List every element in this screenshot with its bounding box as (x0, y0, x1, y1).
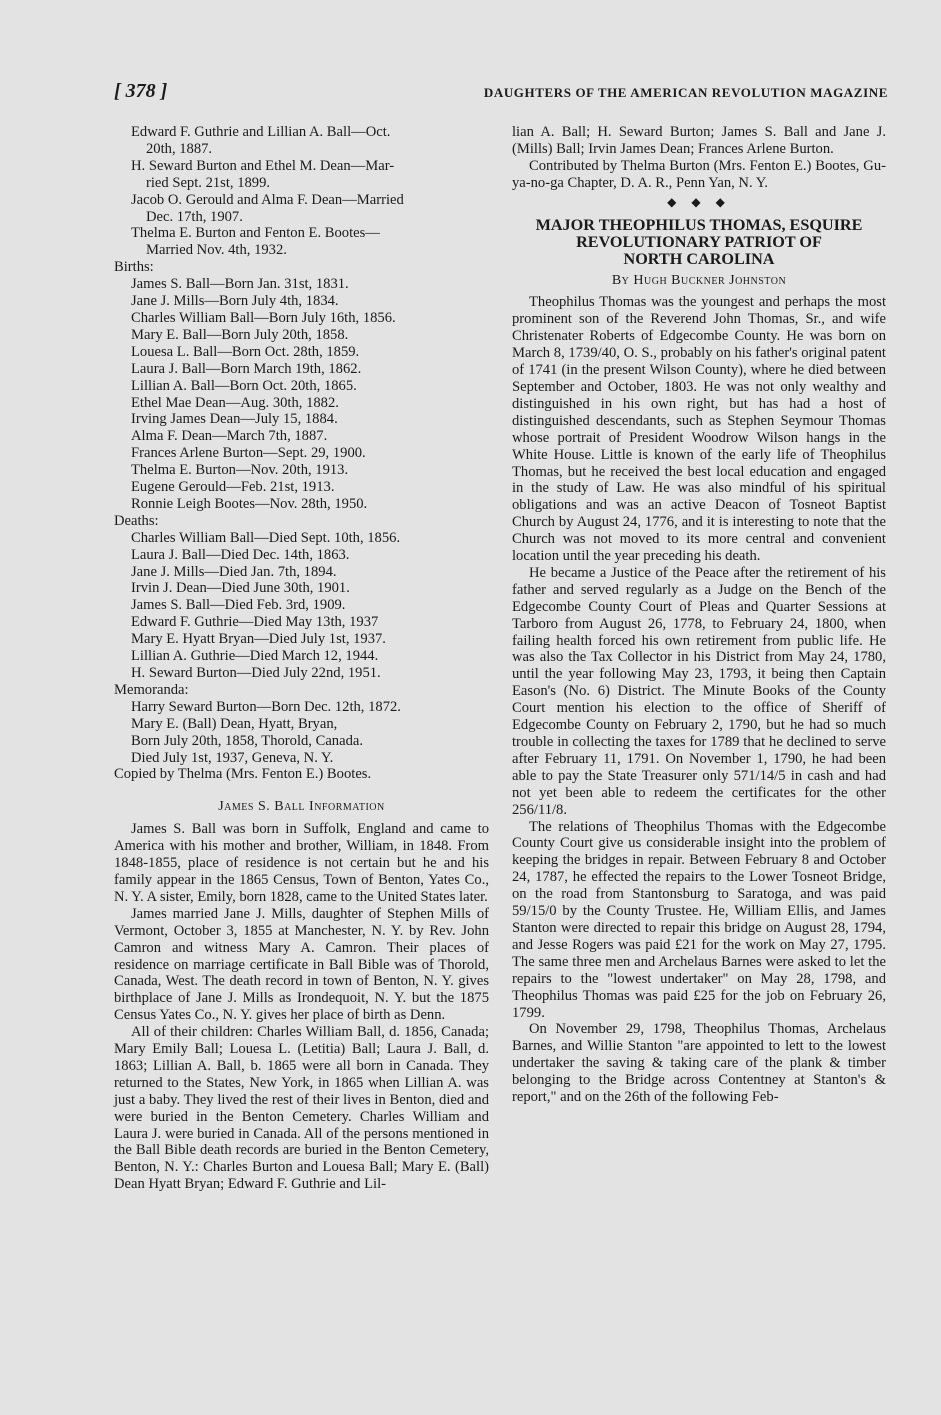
marriage-line: Married Nov. 4th, 1932. (146, 242, 287, 259)
memoranda-label: Memoranda: (114, 681, 189, 698)
article-title-line: REVOLUTIONARY PATRIOT OF (576, 232, 822, 251)
article-title (512, 217, 886, 268)
birth-entry: James S. Ball—Born Jan. 31st, 1831. (131, 276, 349, 293)
marriage-line: Thelma E. Burton and Fenton E. Bootes— (131, 225, 380, 242)
birth-records (114, 276, 489, 513)
memoranda-entry: Mary E. (Ball) Dean, Hyatt, Bryan, (131, 715, 338, 732)
marriage-line: Dec. 17th, 1907. (146, 208, 243, 225)
memoranda-records (114, 699, 489, 767)
running-title: DAUGHTERS OF THE AMERICAN REVOLUTION MAGAZINE (483, 85, 888, 100)
contributor-note: Contributed by Thelma Burton (Mrs. Fenton E.) Bootes, Gu-ya-no-ga Chapter, D. A. R., Penn Yan, N. Y. (512, 157, 886, 191)
ornament-divider: ◆ ◆ ◆ (667, 194, 731, 209)
page-number: [ 378 ] (114, 80, 168, 102)
marriage-records (114, 124, 489, 259)
continuation-text: lian A. Ball; H. Seward Burton; James S. Ball and Jane J. (Mills) Ball; Irvin James Dean; Frances Arlene Burton. (512, 124, 886, 157)
birth-entry: Charles William Ball—Born July 16th, 1856. (131, 309, 396, 326)
article-paragraph: Theophilus Thomas was the youngest and perhaps the most prominent son of the Reverend John Thomas, Sr., and wife Christenater Roberts of Edgecombe County. He was born on March 8, 1739/40, O. S., probably on his father's original patent of 1741 (in the present Wilson County), where he died between September and October, 1803. He was not only wealthy and distinguished in his own right, but has had a host of distinguished descendants, such as Stephen Seymour Thomas whose portrait of President Woodrow Wilson hangs in the White House. Little is known of the early life of Theophilus Thomas, but he received the best local education and engaged in the study of Law. He was also mindful of his spiritual obligations and was an active Deacon of Tosneot Baptist Church by August 24, 1776, and it is interesting to note that the Church was not moved to its more central and convenient location until the year preceding his death. (512, 294, 886, 565)
birth-entry: Eugene Gerould—Feb. 21st, 1913. (131, 479, 335, 496)
death-entry: Jane J. Mills—Died Jan. 7th, 1894. (131, 563, 337, 580)
article-title-line: NORTH CAROLINA (623, 249, 775, 268)
birth-entry: Lillian A. Ball—Born Oct. 20th, 1865. (131, 377, 357, 394)
birth-entry: Mary E. Ball—Born July 20th, 1858. (131, 326, 349, 343)
marriage-line: H. Seward Burton and Ethel M. Dean—Mar- (131, 157, 395, 174)
memoranda-entry: Born July 20th, 1858, Thorold, Canada. (131, 732, 363, 749)
byline: By Hugh Buckner Johnston (611, 272, 787, 288)
marriage-line: 20th, 1887. (146, 140, 213, 157)
article-paragraph: The relations of Theophilus Thomas with the Edgecombe County Court give us considerable insight into the problem of keeping the bridges in repair. Between February 8 and October 24, 1787, he effected the repairs to the Lower Tosneot Bridge, on the road from Stantonsburg to Saratoga, and was paid 59/15/0 by the County Trustee. He, William Ellis, and James Stanton were directed to repair this bridge on August 28, 1794, and Jesse Rogers was paid £21 for the work on May 27, 1795. The same three men and Archelaus Barnes were asked to let the repairs to the "lowest undertaker" on May 28, 1798, and Theophilus Thomas was paid £25 for the job on February 26, 1799. (512, 818, 886, 1021)
article-paragraph: On November 29, 1798, Theophilus Thomas, Archelaus Barnes, and Willie Stanton "are appointed to lett to the lowest undertaker the saving & taking care of the plank & timber belonging to the Bridge across Contentney at Stanton's & report," and on the 26th of the following Feb- (512, 1021, 886, 1106)
birth-entry: Alma F. Dean—March 7th, 1887. (131, 428, 328, 445)
birth-entry: Louesa L. Ball—Born Oct. 28th, 1859. (131, 343, 360, 360)
marriage-line: ried Sept. 21st, 1899. (146, 174, 271, 191)
birth-entry: Thelma E. Burton—Nov. 20th, 1913. (131, 462, 349, 479)
death-entry: Edward F. Guthrie—Died May 13th, 1937 (131, 614, 379, 631)
birth-entry: Ethel Mae Dean—Aug. 30th, 1882. (131, 394, 339, 411)
page-header (114, 80, 888, 104)
ball-information-heading: James S. Ball Information (218, 799, 385, 815)
marriage-line: Jacob O. Gerould and Alma F. Dean—Married (131, 191, 404, 208)
right-column (512, 124, 886, 1106)
death-entry: Lillian A. Guthrie—Died March 12, 1944. (131, 648, 379, 665)
birth-entry: Irving James Dean—July 15, 1884. (131, 411, 338, 428)
deaths-label: Deaths: (114, 512, 159, 529)
copied-by-note: Copied by Thelma (Mrs. Fenton E.) Bootes. (114, 766, 372, 783)
death-entry: Laura J. Ball—Died Dec. 14th, 1863. (131, 546, 350, 563)
article-title-line: MAJOR THEOPHILUS THOMAS, ESQUIRE (535, 215, 863, 234)
death-entry: Charles William Ball—Died Sept. 10th, 1856. (131, 529, 401, 546)
marriage-line: Edward F. Guthrie and Lillian A. Ball—Oct. (131, 124, 391, 140)
death-entry: H. Seward Burton—Died July 22nd, 1951. (131, 665, 381, 681)
left-column (114, 124, 489, 1193)
ball-paragraph: James married Jane J. Mills, daughter of Stephen Mills of Vermont, October 3, 1855 at Manchester, N. Y. by Rev. John Camron and witness Mary A. Camron. Their places of residence on marriage certificate in Ball Bible was of Thorold, Canada, West. The death record in town of Benton, N. Y. gives birthplace of Jane J. Mills as Irondequoit, N. Y. but the 1875 Census Yates Co., N. Y. gives her place of birth as Denn. (114, 905, 489, 1024)
memoranda-entry: Died July 1st, 1937, Geneva, N. Y. (131, 749, 334, 766)
birth-entry: Jane J. Mills—Born July 4th, 1834. (131, 293, 339, 310)
death-entry: James S. Ball—Died Feb. 3rd, 1909. (131, 597, 346, 614)
birth-entry: Ronnie Leigh Bootes—Nov. 28th, 1950. (131, 495, 368, 512)
death-entry: Mary E. Hyatt Bryan—Died July 1st, 1937. (131, 631, 386, 648)
ball-paragraph: James S. Ball was born in Suffolk, England and came to America with his mother and brother, William, in 1848. From 1848-1855, place of residence is not certain but he and his family appear in the 1865 Census, Town of Benton, Yates Co., N. Y. A sister, Emily, born 1828, came to the United States later. (114, 821, 489, 905)
ball-paragraph: All of their children: Charles William Ball, d. 1856, Canada; Mary Emily Ball; Louesa L. (Letitia) Ball; Laura J. Ball, d. 1863; Lillian A. Ball, b. 1865 were all born in Canada. They returned to the States, New York, in 1865 when Lillian A. was just a baby. They lived the rest of their lives in Benton, died and were buried in the Benton Cemetery. Charles William and Laura J. were buried in Canada. All of the persons mentioned in the Ball Bible death records are buried in the Benton Cemetery, Benton, N. Y.: Charles Burton and Louesa Ball; Mary E. (Ball) Dean Hyatt Bryan; Edward F. Guthrie and Lil- (114, 1024, 489, 1193)
memoranda-entry: Harry Seward Burton—Born Dec. 12th, 1872. (131, 698, 401, 715)
births-label: Births: (114, 259, 154, 276)
article-paragraph: He became a Justice of the Peace after the retirement of his father and served regularly as a Judge on the Bench of the Edgecombe County Court of Pleas and Quarter Sessions at Tarboro from August 26, 1778, to February 24, 1800, when failing health forced his own retirement from public life. He was also the Tax Collector in his District from May 24, 1780, until the year following May 23, 1793, it being then Captain Eason's (No. 6) District. The Minute Books of the County Court mention his election to the office of Sheriff of Edgecombe County on February 2, 1790, but he had so much trouble in collecting the taxes for 1789 that he declined to serve after February 11, 1791. On November 1, 1790, he had been able to pay the State Treasurer only 571/14/5 in cash and had not yet been able to redeem the certificates for the other 256/11/8. (512, 564, 886, 818)
death-entry: Irvin J. Dean—Died June 30th, 1901. (131, 580, 350, 597)
death-records (114, 530, 489, 682)
birth-entry: Frances Arlene Burton—Sept. 29, 1900. (131, 445, 366, 462)
birth-entry: Laura J. Ball—Born March 19th, 1862. (131, 360, 362, 377)
